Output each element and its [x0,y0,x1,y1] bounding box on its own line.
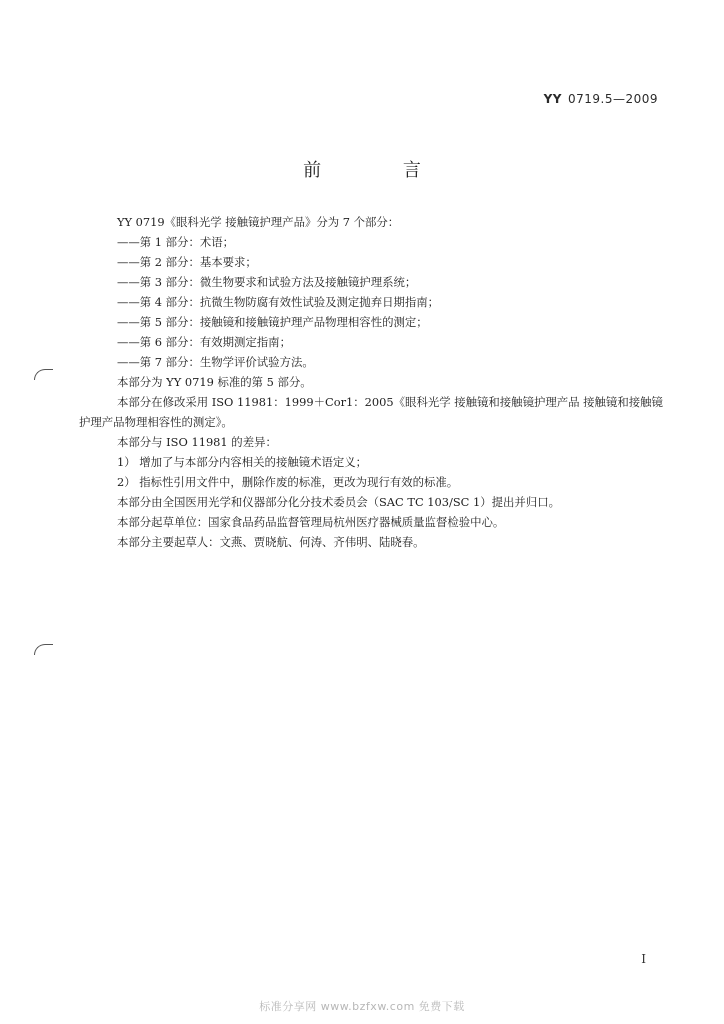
part-item-3: ——第 3 部分：微生物要求和试验方法及接触镜护理系统； [117,275,417,289]
part-item-1: ——第 1 部分：术语； [117,235,235,249]
foreword-body [79,212,664,552]
doc-number: 0719.5—2009 [567,92,658,106]
intro-line: YY 0719《眼科光学 接触镜护理产品》分为 7 个部分： [117,215,400,229]
document-code [544,92,658,106]
proposer-statement: 本部分由全国医用光学和仪器部分化分技术委员会（SAC TC 103/SC 1）提出并归口。 [117,495,560,509]
part-item-2: ——第 2 部分：基本要求； [117,255,257,269]
part-item-4: ——第 4 部分：抗微生物防腐有效性试验及测定抛弃日期指南； [117,295,440,309]
drafting-unit: 本部分起草单位：国家食品药品监督管理局杭州医疗器械质量监督检验中心。 [117,515,505,529]
doc-prefix: YY [543,92,562,106]
difference-item-2: 2） 指标性引用文件中，删除作废的标准，更改为现行有效的标准。 [117,475,459,489]
part-item-7: ——第 7 部分：生物学评价试验方法。 [117,355,314,369]
difference-item-1: 1） 增加了与本部分内容相关的接触镜术语定义； [117,455,368,469]
page-number: I [641,952,646,966]
part-item-5: ——第 5 部分：接触镜和接触镜护理产品物理相容性的测定； [117,315,428,329]
punch-hole-mark-top [34,369,53,380]
page-title: 前 言 [303,160,459,181]
punch-hole-mark-bottom [34,644,53,655]
watermark-text: 标准分享网 www.bzfxw.com 免费下载 [259,1000,465,1013]
part-statement: 本部分为 YY 0719 标准的第 5 部分。 [117,375,312,389]
difference-heading: 本部分与 ISO 11981 的差异： [117,435,277,449]
part-item-6: ——第 6 部分：有效期测定指南； [117,335,291,349]
adoption-statement: 本部分在修改采用 ISO 11981：1999＋Cor1：2005《眼科光学 接触镜和接触镜护理产品 接触镜和接触镜护理产品物理相容性的测定》。 [79,395,663,429]
drafters: 本部分主要起草人：文燕、贾晓航、何涛、齐伟明、陆晓春。 [117,535,425,549]
